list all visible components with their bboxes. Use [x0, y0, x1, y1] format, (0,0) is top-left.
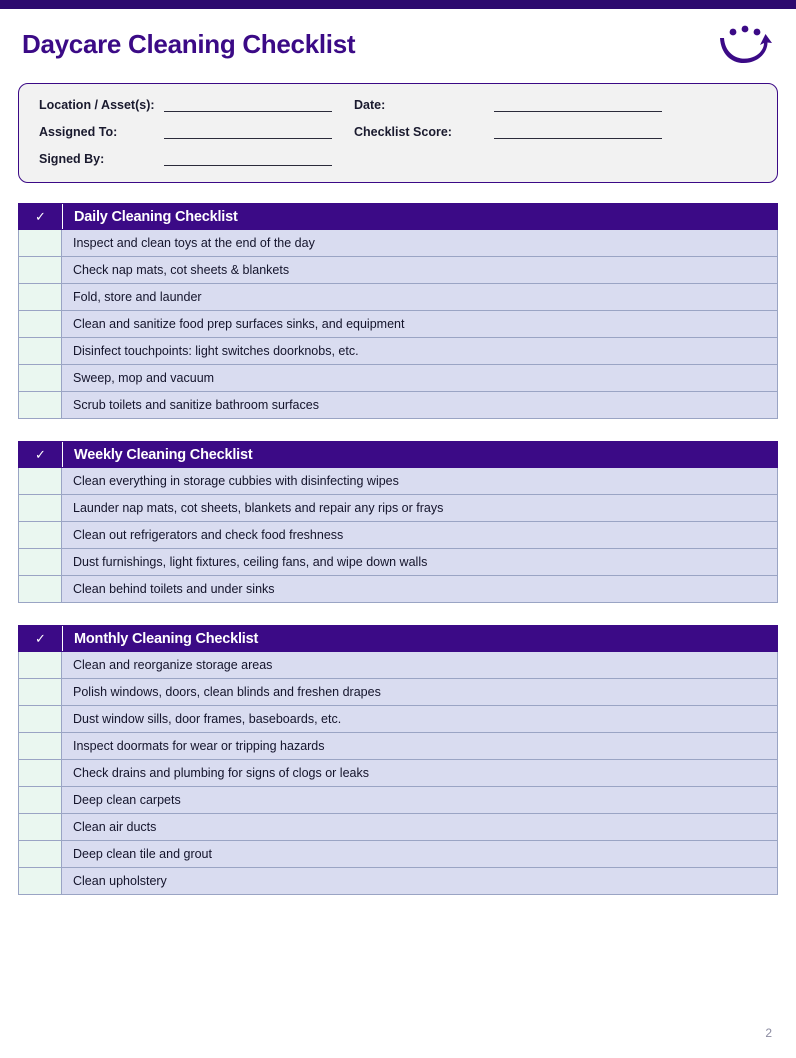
row-label: Clean and sanitize food prep surfaces sinks, and equipment — [62, 311, 778, 338]
table-row — [18, 787, 778, 814]
section-title: Daily Cleaning Checklist — [74, 208, 238, 225]
section-title: Weekly Cleaning Checklist — [74, 446, 253, 463]
table-row — [18, 365, 778, 392]
table-row — [18, 392, 778, 419]
row-checkbox[interactable] — [18, 468, 62, 495]
row-label: Check drains and plumbing for signs of clogs or leaks — [62, 760, 778, 787]
row-checkbox[interactable] — [18, 338, 62, 365]
checklist-section-daily — [18, 203, 778, 419]
table-row — [18, 760, 778, 787]
row-label: Dust window sills, door frames, baseboards, etc. — [62, 706, 778, 733]
table-header-row — [18, 441, 778, 468]
row-label: Clean and reorganize storage areas — [62, 652, 778, 679]
row-label: Check nap mats, cot sheets & blankets — [62, 257, 778, 284]
row-label: Dust furnishings, light fixtures, ceiling fans, and wipe down walls — [62, 549, 778, 576]
table-row — [18, 522, 778, 549]
checklist-section-weekly — [18, 441, 778, 603]
table-row — [18, 311, 778, 338]
row-checkbox[interactable] — [18, 814, 62, 841]
row-checkbox[interactable] — [18, 787, 62, 814]
row-label: Inspect doormats for wear or tripping hazards — [62, 733, 778, 760]
row-label: Clean upholstery — [62, 868, 778, 895]
row-checkbox[interactable] — [18, 230, 62, 257]
row-label: Launder nap mats, cot sheets, blankets and repair any rips or frays — [62, 495, 778, 522]
row-checkbox[interactable] — [18, 760, 62, 787]
info-box — [18, 83, 778, 183]
field-input-assigned-to[interactable] — [164, 125, 332, 139]
table-row — [18, 338, 778, 365]
row-checkbox[interactable] — [18, 522, 62, 549]
table-header-row — [18, 625, 778, 652]
row-checkbox[interactable] — [18, 706, 62, 733]
row-checkbox[interactable] — [18, 733, 62, 760]
table-row — [18, 733, 778, 760]
row-checkbox[interactable] — [18, 284, 62, 311]
table-row — [18, 284, 778, 311]
row-label: Clean air ducts — [62, 814, 778, 841]
field-label-date: Date: — [354, 98, 386, 112]
table-row — [18, 841, 778, 868]
row-label: Polish windows, doors, clean blinds and freshen drapes — [62, 679, 778, 706]
table-row — [18, 495, 778, 522]
row-checkbox[interactable] — [18, 257, 62, 284]
field-input-checklist-score[interactable] — [494, 125, 662, 139]
section-title: Monthly Cleaning Checklist — [74, 630, 259, 647]
check-column-header-icon: ✓ — [19, 442, 63, 467]
field-input-location[interactable] — [164, 98, 332, 112]
row-label: Sweep, mop and vacuum — [62, 365, 778, 392]
field-input-signed-by[interactable] — [164, 152, 332, 166]
field-input-date[interactable] — [494, 98, 662, 112]
field-label-location: Location / Asset(s): — [39, 98, 155, 112]
table-row — [18, 679, 778, 706]
row-label: Clean behind toilets and under sinks — [62, 576, 778, 603]
row-checkbox[interactable] — [18, 365, 62, 392]
row-checkbox[interactable] — [18, 549, 62, 576]
row-checkbox[interactable] — [18, 652, 62, 679]
row-label: Clean out refrigerators and check food freshness — [62, 522, 778, 549]
top-accent-bar — [0, 0, 796, 9]
table-row — [18, 549, 778, 576]
row-checkbox[interactable] — [18, 392, 62, 419]
check-column-header-icon: ✓ — [19, 204, 63, 229]
checklist-section-monthly — [18, 625, 778, 895]
checklist-tables — [0, 203, 796, 895]
table-row — [18, 576, 778, 603]
row-label: Scrub toilets and sanitize bathroom surfaces — [62, 392, 778, 419]
row-label: Deep clean carpets — [62, 787, 778, 814]
table-row — [18, 814, 778, 841]
row-label: Clean everything in storage cubbies with disinfecting wipes — [62, 468, 778, 495]
row-checkbox[interactable] — [18, 868, 62, 895]
row-checkbox[interactable] — [18, 495, 62, 522]
check-column-header-icon: ✓ — [19, 626, 63, 651]
row-checkbox[interactable] — [18, 841, 62, 868]
table-row — [18, 706, 778, 733]
row-checkbox[interactable] — [18, 576, 62, 603]
field-label-signed-by: Signed By: — [39, 152, 105, 166]
row-checkbox[interactable] — [18, 311, 62, 338]
row-label: Inspect and clean toys at the end of the day — [62, 230, 778, 257]
row-checkbox[interactable] — [18, 679, 62, 706]
table-row — [18, 652, 778, 679]
row-label: Fold, store and launder — [62, 284, 778, 311]
page-number: 2 — [765, 1026, 772, 1040]
table-header-row — [18, 203, 778, 230]
table-row — [18, 257, 778, 284]
field-label-assigned-to: Assigned To: — [39, 125, 118, 139]
smiley-swoosh-logo — [716, 23, 774, 65]
page-title: Daycare Cleaning Checklist — [22, 28, 356, 59]
field-label-checklist-score: Checklist Score: — [354, 125, 452, 139]
table-row — [18, 468, 778, 495]
table-row — [18, 230, 778, 257]
table-row — [18, 868, 778, 895]
row-label: Deep clean tile and grout — [62, 841, 778, 868]
document-header — [0, 9, 796, 71]
row-label: Disinfect touchpoints: light switches doorknobs, etc. — [62, 338, 778, 365]
